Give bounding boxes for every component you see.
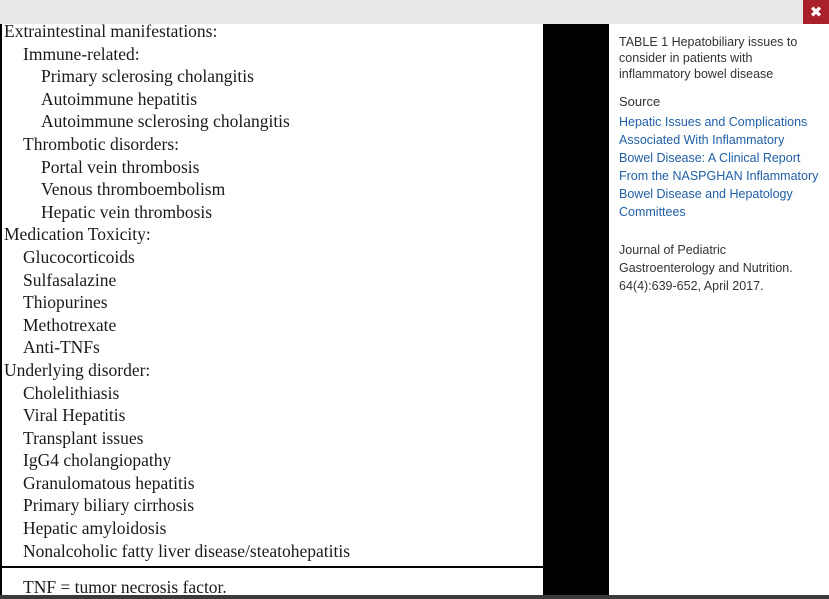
table-row: Transplant issues (23, 427, 144, 448)
viewer-top-bar (0, 0, 829, 24)
table-bottom-rule (2, 566, 543, 568)
info-panel (609, 24, 829, 595)
table-caption: TABLE 1 Hepatobiliary issues to consider in patients with inflammatory bowel disease (619, 35, 798, 81)
table-row: Hepatic amyloidosis (23, 518, 167, 539)
viewer-dark-gutter (543, 24, 609, 595)
table-row-subcategory: Immune-related: (23, 43, 140, 64)
table-row: Autoimmune sclerosing cholangitis (41, 111, 290, 132)
table-row: Nonalcoholic fatty liver disease/steatohepatitis (23, 540, 351, 561)
bottom-border (0, 595, 829, 599)
close-button[interactable] (803, 0, 829, 24)
table-row: Cholelithiasis (23, 382, 120, 403)
table-row: Hepatic vein thrombosis (41, 201, 213, 222)
table-row-category: Medication Toxicity: (4, 224, 151, 245)
table-row: Venous thromboembolism (41, 179, 226, 200)
table-image-viewer (0, 24, 543, 595)
table-row-category: Extraintestinal manifestations: (4, 24, 218, 41)
table-row: Anti-TNFs (23, 337, 100, 358)
table-row: Methotrexate (23, 314, 117, 335)
table-row: Primary biliary cirrhosis (23, 495, 195, 516)
table-row: Glucocorticoids (23, 246, 135, 267)
table-row: Thiopurines (23, 292, 108, 313)
journal-citation: Journal of Pediatric Gastroenterology and Nutrition. 64(4):639-652, April 2017. (619, 243, 793, 293)
table-footnote: TNF = tumor necrosis factor. (23, 577, 227, 595)
source-article-link[interactable]: Hepatic Issues and Complications Associated With Inflammatory Bowel Disease: A Clinical Report From the NASPGHAN Inflammatory Bowel Disease and Hepatology Committees (619, 115, 819, 219)
table-row: Granulomatous hepatitis (23, 472, 195, 493)
table-row: Sulfasalazine (23, 269, 117, 290)
table-row-subcategory: Thrombotic disorders: (23, 133, 180, 154)
table-row-category: Underlying disorder: (4, 359, 151, 380)
table-row: Portal vein thrombosis (41, 156, 200, 177)
table-rows (4, 24, 350, 562)
table-row: Primary sclerosing cholangitis (41, 66, 254, 87)
table-row: Autoimmune hepatitis (41, 88, 198, 109)
source-label: Source (619, 94, 661, 109)
table-row: IgG4 cholangiopathy (23, 450, 172, 471)
close-icon: ✖ (809, 3, 823, 21)
table-row: Viral Hepatitis (23, 405, 126, 426)
